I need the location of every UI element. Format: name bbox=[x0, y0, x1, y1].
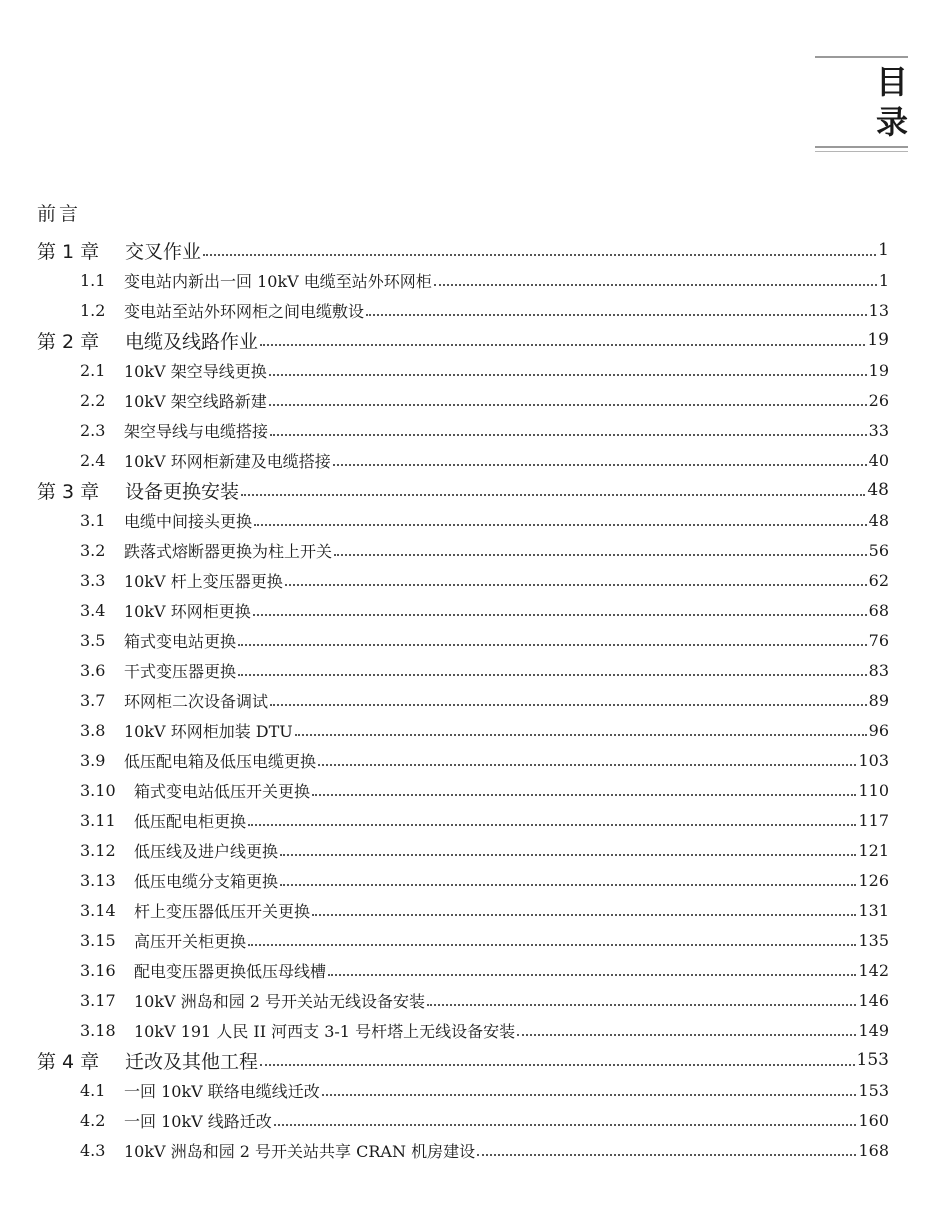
section-title: 一回 10kV 线路迁改 bbox=[124, 1111, 272, 1131]
dot-leader bbox=[270, 434, 867, 436]
dot-leader bbox=[238, 674, 867, 676]
dot-leader bbox=[241, 494, 865, 496]
section-title: 低压线及进户线更换 bbox=[134, 841, 279, 861]
page-number: 40 bbox=[868, 450, 889, 470]
dot-leader bbox=[238, 644, 867, 646]
toc-section-row[interactable] bbox=[37, 655, 889, 685]
section-number: 3.13 bbox=[80, 870, 116, 890]
page-number: 68 bbox=[868, 600, 889, 620]
section-title: 10kV 191 人民 II 河西支 3-1 号杆塔上无线设备安装 bbox=[134, 1021, 516, 1041]
chapter-title: 设备更换安装 bbox=[125, 480, 240, 503]
page-number: 160 bbox=[858, 1110, 889, 1130]
page-number: 149 bbox=[858, 1020, 889, 1040]
dot-leader bbox=[312, 794, 856, 796]
dot-leader bbox=[253, 614, 867, 616]
dot-leader bbox=[427, 1004, 856, 1006]
toc-section-row[interactable] bbox=[37, 715, 889, 745]
dot-leader bbox=[248, 944, 856, 946]
page-number: 168 bbox=[858, 1140, 889, 1160]
dot-leader bbox=[269, 404, 867, 406]
section-title: 10kV 环网柜更换 bbox=[124, 601, 251, 621]
section-number: 3.14 bbox=[80, 900, 116, 920]
page-number: 19 bbox=[868, 360, 889, 380]
section-number: 2.3 bbox=[80, 420, 106, 440]
dot-leader bbox=[280, 884, 856, 886]
section-number: 3.6 bbox=[80, 660, 106, 680]
dot-leader bbox=[285, 584, 867, 586]
toc-section-row[interactable] bbox=[37, 445, 889, 475]
page-number: 142 bbox=[858, 960, 889, 980]
dot-leader bbox=[248, 824, 856, 826]
page-number: 117 bbox=[858, 810, 889, 830]
chapter-number: 第 1 章 bbox=[37, 240, 100, 263]
dot-leader bbox=[312, 914, 856, 916]
page-number: 153 bbox=[856, 1050, 889, 1070]
page-number: 62 bbox=[868, 570, 889, 590]
page-number: 146 bbox=[858, 990, 889, 1010]
page-number: 1 bbox=[878, 240, 889, 260]
toc-section-row[interactable] bbox=[37, 1135, 889, 1165]
toc-section-row[interactable] bbox=[37, 835, 889, 865]
dot-leader bbox=[270, 704, 867, 706]
section-title: 配电变压器更换低压母线槽 bbox=[134, 961, 327, 981]
page-number: 48 bbox=[868, 510, 889, 530]
page-title: 目 录 bbox=[875, 63, 922, 141]
toc-section-row[interactable] bbox=[37, 355, 889, 385]
dot-leader bbox=[477, 1154, 856, 1156]
section-title: 箱式变电站低压开关更换 bbox=[134, 781, 311, 801]
section-title: 箱式变电站更换 bbox=[124, 631, 237, 651]
dot-leader bbox=[318, 764, 856, 766]
section-number: 3.8 bbox=[80, 720, 106, 740]
page-number: 126 bbox=[858, 870, 889, 890]
dot-leader bbox=[295, 734, 867, 736]
page-number: 83 bbox=[868, 660, 889, 680]
section-title: 干式变压器更换 bbox=[124, 661, 237, 681]
dot-leader bbox=[260, 344, 865, 346]
page-number: 26 bbox=[868, 390, 889, 410]
section-title: 低压配电箱及低压电缆更换 bbox=[124, 751, 317, 771]
header-rule-top bbox=[815, 56, 908, 58]
dot-leader bbox=[280, 854, 856, 856]
dot-leader bbox=[269, 374, 867, 376]
section-title: 变电站至站外环网柜之间电缆敷设 bbox=[124, 301, 365, 321]
header-rule-bottom bbox=[815, 146, 908, 148]
dot-leader bbox=[254, 524, 867, 526]
page-number: 56 bbox=[868, 540, 889, 560]
page-number: 135 bbox=[858, 930, 889, 950]
toc-section-row[interactable] bbox=[37, 265, 889, 295]
section-number: 3.17 bbox=[80, 990, 116, 1010]
toc-section-row[interactable] bbox=[37, 955, 889, 985]
page-number: 13 bbox=[868, 300, 889, 320]
section-title: 环网柜二次设备调试 bbox=[124, 691, 269, 711]
toc-chapter-row[interactable] bbox=[37, 235, 889, 265]
chapter-number: 第 4 章 bbox=[37, 1050, 100, 1073]
section-title: 架空导线与电缆搭接 bbox=[124, 421, 269, 441]
toc-section-row[interactable] bbox=[37, 865, 889, 895]
section-number: 2.4 bbox=[80, 450, 106, 470]
toc-section-row[interactable] bbox=[37, 985, 889, 1015]
chapter-number: 第 3 章 bbox=[37, 480, 100, 503]
section-title: 低压电缆分支箱更换 bbox=[134, 871, 279, 891]
section-title: 10kV 架空导线更换 bbox=[124, 361, 267, 381]
section-number: 3.2 bbox=[80, 540, 106, 560]
section-number: 3.12 bbox=[80, 840, 116, 860]
toc-section-row[interactable] bbox=[37, 745, 889, 775]
section-number: 2.2 bbox=[80, 390, 106, 410]
toc-section-row[interactable] bbox=[37, 685, 889, 715]
toc-chapter-row[interactable] bbox=[37, 325, 889, 355]
section-title: 高压开关柜更换 bbox=[134, 931, 247, 951]
section-number: 4.2 bbox=[80, 1110, 106, 1130]
section-title: 10kV 架空线路新建 bbox=[124, 391, 267, 411]
section-number: 3.16 bbox=[80, 960, 116, 980]
section-title: 跌落式熔断器更换为柱上开关 bbox=[124, 541, 333, 561]
toc-section-row[interactable] bbox=[37, 775, 889, 805]
section-number: 1.2 bbox=[80, 300, 106, 320]
toc-section-row[interactable] bbox=[37, 415, 889, 445]
toc-section-row[interactable] bbox=[37, 535, 889, 565]
section-number: 3.10 bbox=[80, 780, 116, 800]
chapter-title: 迁改及其他工程 bbox=[125, 1050, 259, 1073]
toc-section-row[interactable] bbox=[37, 385, 889, 415]
section-number: 3.15 bbox=[80, 930, 116, 950]
page-number: 19 bbox=[867, 330, 889, 350]
section-number: 3.3 bbox=[80, 570, 106, 590]
dot-leader bbox=[334, 554, 867, 556]
section-number: 3.11 bbox=[80, 810, 116, 830]
section-number: 1.1 bbox=[80, 270, 106, 290]
section-title: 10kV 环网柜加装 DTU bbox=[124, 721, 293, 741]
chapter-title: 交叉作业 bbox=[125, 240, 202, 263]
page-number: 153 bbox=[858, 1080, 889, 1100]
page-number: 76 bbox=[868, 630, 889, 650]
dot-leader bbox=[260, 1064, 855, 1066]
section-number: 2.1 bbox=[80, 360, 106, 380]
chapter-title: 电缆及线路作业 bbox=[125, 330, 259, 353]
section-number: 3.4 bbox=[80, 600, 106, 620]
dot-leader bbox=[203, 254, 876, 256]
section-title: 杆上变压器低压开关更换 bbox=[134, 901, 311, 921]
section-title: 电缆中间接头更换 bbox=[124, 511, 253, 531]
page-number: 121 bbox=[858, 840, 889, 860]
dot-leader bbox=[366, 314, 867, 316]
section-title: 变电站内新出一回 10kV 电缆至站外环网柜 bbox=[124, 271, 432, 291]
toc-section-row[interactable] bbox=[37, 625, 889, 655]
dot-leader bbox=[434, 284, 877, 286]
toc-preface-entry[interactable]: 前言 bbox=[37, 203, 82, 225]
toc-chapter-row[interactable] bbox=[37, 475, 889, 505]
page-number: 33 bbox=[868, 420, 889, 440]
page-number: 1 bbox=[878, 270, 889, 290]
section-number: 4.1 bbox=[80, 1080, 106, 1100]
header-rule-bottom-thin bbox=[815, 151, 908, 152]
page-number: 48 bbox=[867, 480, 889, 500]
section-title: 低压配电柜更换 bbox=[134, 811, 247, 831]
toc-section-row[interactable] bbox=[37, 565, 889, 595]
section-title: 10kV 杆上变压器更换 bbox=[124, 571, 283, 591]
toc-section-row[interactable] bbox=[37, 1075, 889, 1105]
toc-header bbox=[815, 56, 922, 152]
toc-section-row[interactable] bbox=[37, 295, 889, 325]
toc-section-row[interactable] bbox=[37, 805, 889, 835]
section-number: 3.9 bbox=[80, 750, 106, 770]
toc-section-row[interactable] bbox=[37, 1015, 889, 1045]
page-number: 110 bbox=[858, 780, 889, 800]
page-number: 131 bbox=[858, 900, 889, 920]
dot-leader bbox=[274, 1124, 857, 1126]
section-title: 10kV 环网柜新建及电缆搭接 bbox=[124, 451, 331, 471]
page-number: 103 bbox=[858, 750, 889, 770]
section-number: 4.3 bbox=[80, 1140, 106, 1160]
section-title: 一回 10kV 联络电缆线迁改 bbox=[124, 1081, 320, 1101]
dot-leader bbox=[322, 1094, 857, 1096]
section-number: 3.5 bbox=[80, 630, 106, 650]
chapter-number: 第 2 章 bbox=[37, 330, 100, 353]
section-title: 10kV 洲岛和园 2 号开关站共享 CRAN 机房建设 bbox=[124, 1141, 476, 1161]
toc-section-row[interactable] bbox=[37, 925, 889, 955]
page-number: 89 bbox=[868, 690, 889, 710]
section-number: 3.1 bbox=[80, 510, 106, 530]
section-title: 10kV 洲岛和园 2 号开关站无线设备安装 bbox=[134, 991, 426, 1011]
section-number: 3.18 bbox=[80, 1020, 116, 1040]
dot-leader bbox=[333, 464, 867, 466]
toc-section-row[interactable] bbox=[37, 595, 889, 625]
toc-section-row[interactable] bbox=[37, 895, 889, 925]
toc-section-row[interactable] bbox=[37, 505, 889, 535]
table-of-contents bbox=[37, 235, 889, 1165]
toc-section-row[interactable] bbox=[37, 1105, 889, 1135]
section-number: 3.7 bbox=[80, 690, 106, 710]
dot-leader bbox=[328, 974, 856, 976]
dot-leader bbox=[517, 1034, 856, 1036]
page-number: 96 bbox=[868, 720, 889, 740]
toc-chapter-row[interactable] bbox=[37, 1045, 889, 1075]
